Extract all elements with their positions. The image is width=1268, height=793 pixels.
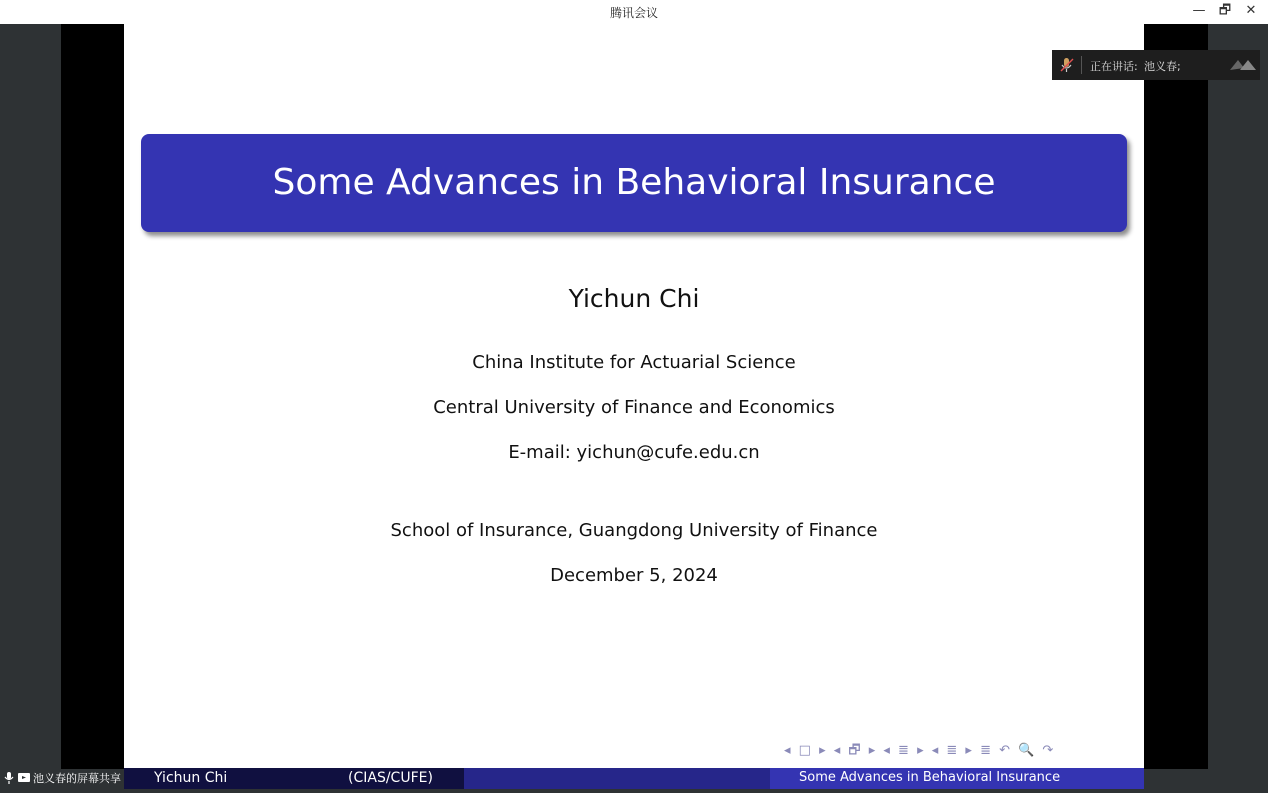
footer-institution: (CIAS/CUFE) xyxy=(348,770,433,786)
slide-email: E-mail: yichun@cufe.edu.cn xyxy=(508,442,760,463)
left-margin xyxy=(5,24,61,769)
speaking-label: 正在讲话: xyxy=(1090,60,1138,73)
slide-footer xyxy=(124,768,1144,789)
footer-title-section xyxy=(770,768,1144,789)
restore-button[interactable]: 🗗 xyxy=(1218,3,1232,18)
screen-share-icon xyxy=(18,773,30,784)
left-letterbox xyxy=(61,24,124,769)
footer-author: Yichun Chi xyxy=(154,770,228,786)
close-button[interactable]: ✕ xyxy=(1245,3,1257,18)
slide-venue: School of Insurance, Guangdong University of Finance xyxy=(390,520,878,541)
slide-affiliation-2: Central University of Finance and Economics xyxy=(433,397,835,418)
tencent-meeting-logo-icon xyxy=(1228,56,1258,74)
presentation-slide xyxy=(124,24,1144,769)
slide-affiliation-1: China Institute for Actuarial Science xyxy=(472,352,796,373)
slide-author: Yichun Chi xyxy=(568,284,700,313)
right-letterbox xyxy=(1144,24,1208,769)
window-titlebar xyxy=(0,0,1268,24)
speaking-name: 池义春; xyxy=(1144,60,1181,73)
slide-date: December 5, 2024 xyxy=(550,565,718,586)
mic-muted-icon xyxy=(1060,57,1074,73)
app-title: 腾讯会议 xyxy=(609,6,658,20)
slide-title: Some Advances in Behavioral Insurance xyxy=(141,134,1127,232)
screen-share-label xyxy=(4,770,121,788)
microphone-icon xyxy=(4,772,14,784)
footer-mid-section xyxy=(464,768,770,789)
speaking-indicator xyxy=(1052,50,1260,80)
screen-share-text: 池义春的屏幕共享 xyxy=(33,772,121,785)
beamer-navigation[interactable]: ◂ □ ▸ ◂ 🗗 ▸ ◂ ≣ ▸ ◂ ≣ ▸ ≣ ↶ 🔍 ↷ xyxy=(784,743,1056,758)
footer-title: Some Advances in Behavioral Insurance xyxy=(799,770,1061,785)
minimize-button[interactable]: — xyxy=(1192,3,1206,18)
